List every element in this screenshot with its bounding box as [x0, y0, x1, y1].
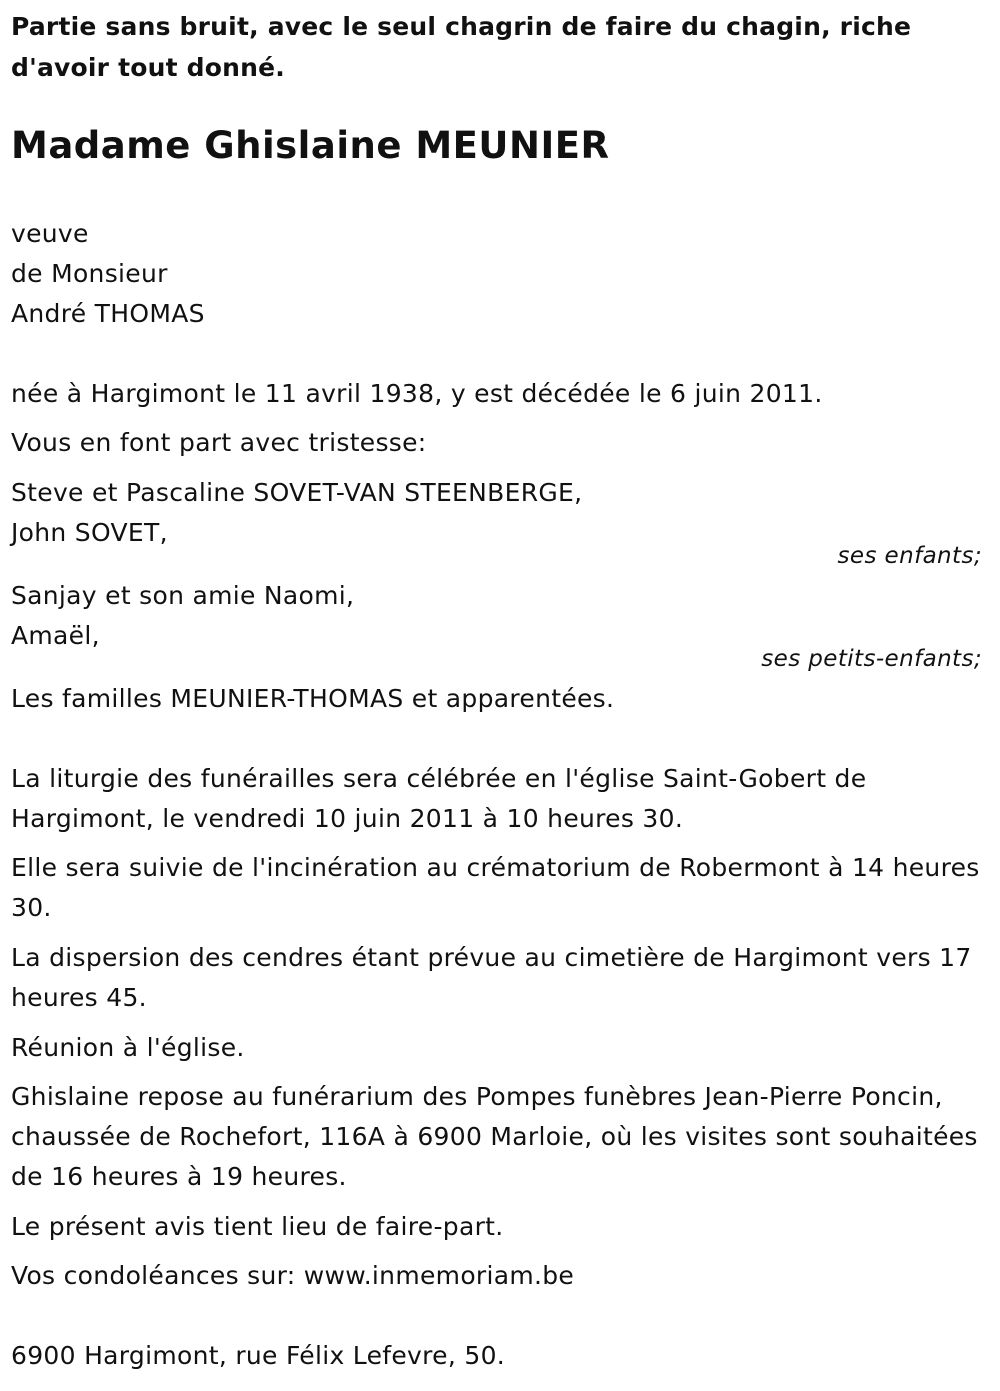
visitation-paragraph: Ghislaine repose au funérarium des Pompes funèbres Jean-Pierre Poncin, chaussée de Rochefort, 116A à 6900 Marloie, où les visites sont souhaitées de 16 heures à 19 heures.: [11, 1082, 978, 1191]
liturgy-paragraph: La liturgie des funérailles sera célébrée en l'église Saint-Gobert de Hargimont, le vendredi 10 juin 2011 à 10 heures 30.: [11, 764, 867, 833]
notice-line: Le présent avis tient lieu de faire-part.: [11, 1212, 504, 1241]
spouse-line: André THOMAS: [11, 299, 205, 328]
children-label: ses enfants;: [837, 543, 982, 569]
condolences-line: Vos condoléances sur: www.inmemoriam.be: [11, 1261, 575, 1290]
birth-death-line: née à Hargimont le 11 avril 1938, y est décédée le 6 juin 2011.: [11, 379, 823, 408]
grandchildren-label: ses petits-enfants;: [761, 646, 982, 672]
child-name: Steve et Pascaline SOVET-VAN STEENBERGE,: [11, 478, 583, 507]
child-name: John SOVET,: [11, 518, 168, 547]
announcement-intro: Vous en font part avec tristesse:: [11, 428, 427, 457]
spouse-line: veuve: [11, 219, 89, 248]
deceased-name: Madame Ghislaine MEUNIER: [11, 124, 610, 167]
home-address: 6900 Hargimont, rue Félix Lefevre, 50.: [11, 1341, 506, 1370]
grandchild-name: Sanjay et son amie Naomi,: [11, 581, 355, 610]
cremation-paragraph: Elle sera suivie de l'incinération au crématorium de Robermont à 14 heures 30.: [11, 853, 980, 922]
epigraph: Partie sans bruit, avec le seul chagrin de faire du chagin, riche d'avoir tout donné.: [11, 12, 912, 82]
spouse-line: de Monsieur: [11, 259, 168, 288]
families-line: Les familles MEUNIER-THOMAS et apparentées.: [11, 684, 615, 713]
dispersion-paragraph: La dispersion des cendres étant prévue au cimetière de Hargimont vers 17 heures 45.: [11, 943, 972, 1012]
meeting-line: Réunion à l'église.: [11, 1033, 245, 1062]
grandchild-name: Amaël,: [11, 621, 100, 650]
